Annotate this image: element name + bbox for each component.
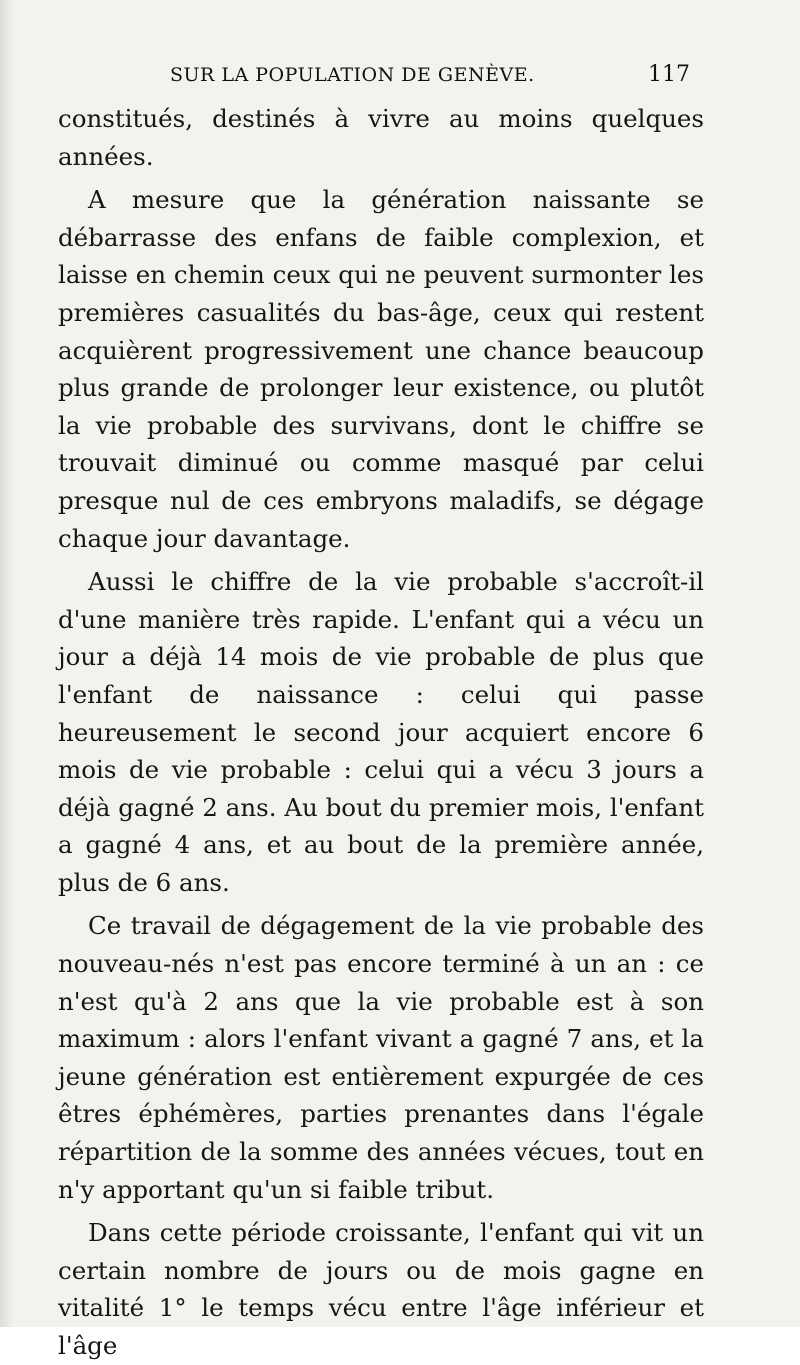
running-title: SUR LA POPULATION DE GENÈVE. bbox=[170, 64, 535, 86]
paragraph: Ce travail de dégagement de la vie probable des nouveau-nés n'est pas encore terminé à un an : ce n'est qu'à 2 ans que la vie probable est à son maximum : alors l'enfant vivant a gagné 7 ans, et la jeune génération est entièrement expurgée de ces êtres éphémères, parties prenantes dans l'égale répartition de la somme des années vécues, tout en n'y apportant qu'un si faible tribut. bbox=[58, 911, 704, 1204]
body-text bbox=[58, 100, 704, 1365]
page-header bbox=[0, 56, 800, 96]
paragraph: Aussi le chiffre de la vie probable s'accroît-il d'une manière très rapide. L'enfant qui a vécu un jour a déjà 14 mois de vie probable de plus que l'enfant de naissance : celui qui passe heureusement le second jour acquiert encore 6 mois de vie probable : celui qui a vécu 3 jours a déjà gagné 2 ans. Au bout du premier mois, l'enfant a gagné 4 ans, et au bout de la première année, plus de 6 ans. bbox=[58, 567, 704, 897]
page-number: 117 bbox=[648, 62, 690, 87]
paragraph: Dans cette période croissante, l'enfant qui vit un certain nombre de jours ou de mois gagne en vitalité 1° le temps vécu entre l'âge inférieur et l'âge bbox=[58, 1218, 704, 1360]
paragraph-continuation: constitués, destinés à vivre au moins quelques années. bbox=[58, 104, 704, 171]
page-edge-shadow bbox=[0, 0, 14, 1327]
paragraph: A mesure que la génération naissante se débarrasse des enfans de faible complexion, et laisse en chemin ceux qui ne peuvent surmonter les premières casualités du bas-âge, ceux qui restent acquièrent progressivement une chance beaucoup plus grande de prolonger leur existence, ou plutôt la vie probable des survivans, dont le chiffre se trouvait diminué ou comme masqué par celui presque nul de ces embryons maladifs, se dégage chaque jour davantage. bbox=[58, 185, 704, 553]
